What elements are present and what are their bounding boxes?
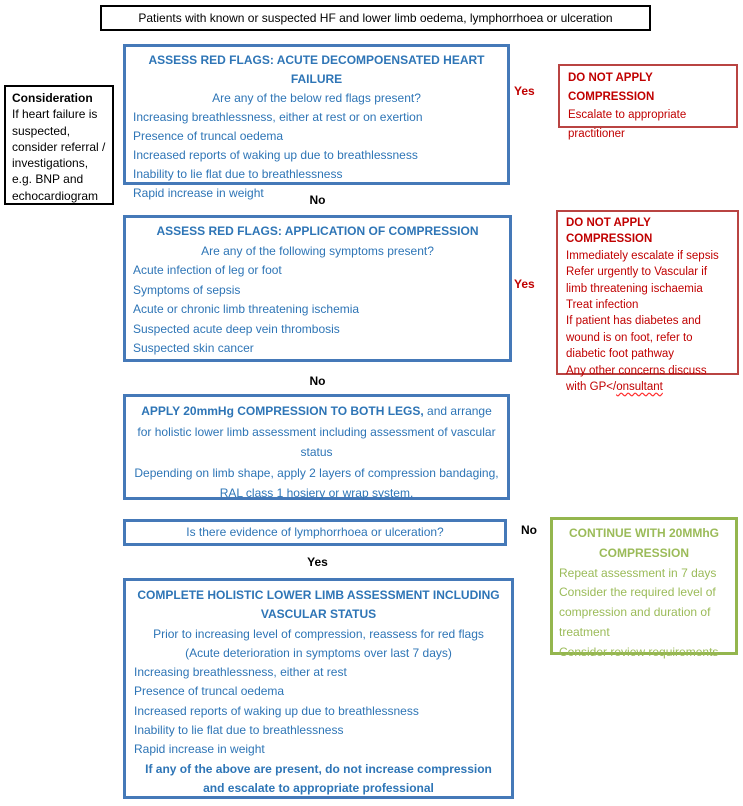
assess-compression-box	[123, 215, 512, 362]
apply-compression-detail: Depending on limb shape, apply 2 layers of compression bandaging, RAL class 1 hosiery or wrap system.	[134, 465, 499, 500]
holistic-assessment-title: COMPLETE HOLISTIC LOWER LIMB ASSESSMENT INCLUDING VASCULAR STATUS	[137, 588, 500, 622]
apply-compression-box	[123, 394, 510, 500]
escalation-item: If patient has diabetes and wound is on foot, refer to diabetic foot pathway	[566, 315, 701, 361]
assess-adhf-title: ASSESS RED FLAGS: ACUTE DECOMPOENSATED HEART FAILURE	[148, 53, 485, 86]
continue-item: Consider the required level of compression and duration of treatment	[559, 585, 716, 639]
adhf-flag-item: Inability to lie flat due to breathlessness	[133, 167, 343, 181]
holistic-flag-item: Increasing breathlessness, either at rest	[134, 665, 347, 680]
holistic-flag-item: Inability to lie flat due to breathlessness	[134, 723, 344, 738]
lymphorrhoea-question-box	[123, 519, 507, 546]
compression-flag-item: Suspected skin cancer	[133, 341, 254, 355]
escalation-item: Refer urgently to Vascular if limb threatening ischaemia	[566, 266, 708, 295]
assess-adhf-question: Are any of the below red flags present?	[212, 91, 421, 105]
assess-compression-title: ASSESS RED FLAGS: APPLICATION OF COMPRESSION	[156, 224, 479, 238]
escalation-last-misspelling: onsultant	[616, 381, 663, 394]
do-not-compress-box-2	[556, 210, 739, 394]
do-not-compress-box-1	[558, 64, 738, 140]
compression-flag-item: Acute or chronic limb threatening ischemia	[133, 302, 360, 316]
apply-compression-instruction	[133, 401, 500, 463]
no-label-1: No	[309, 193, 326, 207]
consideration-box	[4, 85, 114, 205]
no-label-2: No	[309, 374, 326, 388]
escalation-item: Immediately escalate if sepsis	[566, 249, 719, 262]
continue-item: Consider review requirements	[559, 644, 719, 659]
adhf-flag-item: Rapid increase in weight	[133, 186, 264, 200]
yes-label-3: Yes	[307, 555, 328, 569]
adhf-flag-item: Presence of truncal oedema	[133, 129, 284, 143]
escalation-last-prefix: Any other concerns discuss with GP</	[566, 364, 707, 394]
compression-flag-item: Acute infection of leg or foot	[133, 263, 282, 277]
escalation-item-last	[566, 363, 729, 396]
escalation-item: Treat infection	[566, 299, 639, 312]
holistic-warning: If any of the above are present, do not increase compression and escalate to appropriate professional	[145, 761, 492, 795]
yes-label-1: Yes	[514, 84, 535, 98]
compression-flag-item: Symptoms of sepsis	[133, 282, 241, 297]
continue-item: Repeat assessment in 7 days	[559, 565, 717, 580]
continue-compression-title: CONTINUE WITH 20MMhG COMPRESSION	[569, 526, 719, 560]
do-not-compress-title-2: DO NOT APPLY COMPRESSION	[566, 217, 653, 246]
continue-compression-box	[550, 517, 738, 659]
lymphorrhoea-question: Is there evidence of lymphorrhoea or ulceration?	[186, 525, 444, 539]
no-label-3: No	[521, 523, 537, 537]
do-not-compress-title-1: DO NOT APPLY COMPRESSION	[568, 72, 655, 103]
holistic-flag-item: Rapid increase in weight	[134, 742, 265, 757]
consideration-body: If heart failure is suspected, consider referral / investigations, e.g. BNP and echocardiogram	[12, 107, 106, 203]
do-not-compress-body-1: Escalate to appropriate practitioner	[568, 109, 687, 140]
yes-label-2: Yes	[514, 277, 535, 291]
compression-flag-item: Suspected acute deep vein thrombosis	[133, 321, 340, 336]
top-banner-box	[100, 5, 651, 31]
holistic-flag-item: Increased reports of waking up due to breathlessness	[134, 703, 419, 718]
apply-compression-bold: APPLY 20mmHg COMPRESSION TO BOTH LEGS,	[141, 404, 424, 418]
adhf-flag-item: Increasing breathlessness, either at rest or on exertion	[133, 110, 423, 124]
top-banner-text: Patients with known or suspected HF and lower limb oedema, lymphorrhoea or ulceration	[138, 11, 613, 25]
holistic-assessment-box	[123, 578, 514, 799]
apply-compression-rest: and arrange for holistic lower limb assessment including assessment of vascular status	[137, 404, 496, 459]
holistic-sub-1: Prior to increasing level of compression, reassess for red flags	[153, 626, 484, 641]
consideration-title: Consideration	[12, 91, 93, 105]
adhf-flag-item: Increased reports of waking up due to breathlessness	[133, 148, 418, 162]
assess-compression-question: Are any of the following symptoms present?	[201, 243, 434, 258]
holistic-sub-2: (Acute deterioration in symptoms over last 7 days)	[185, 645, 452, 660]
holistic-flag-item: Presence of truncal oedema	[134, 684, 285, 699]
